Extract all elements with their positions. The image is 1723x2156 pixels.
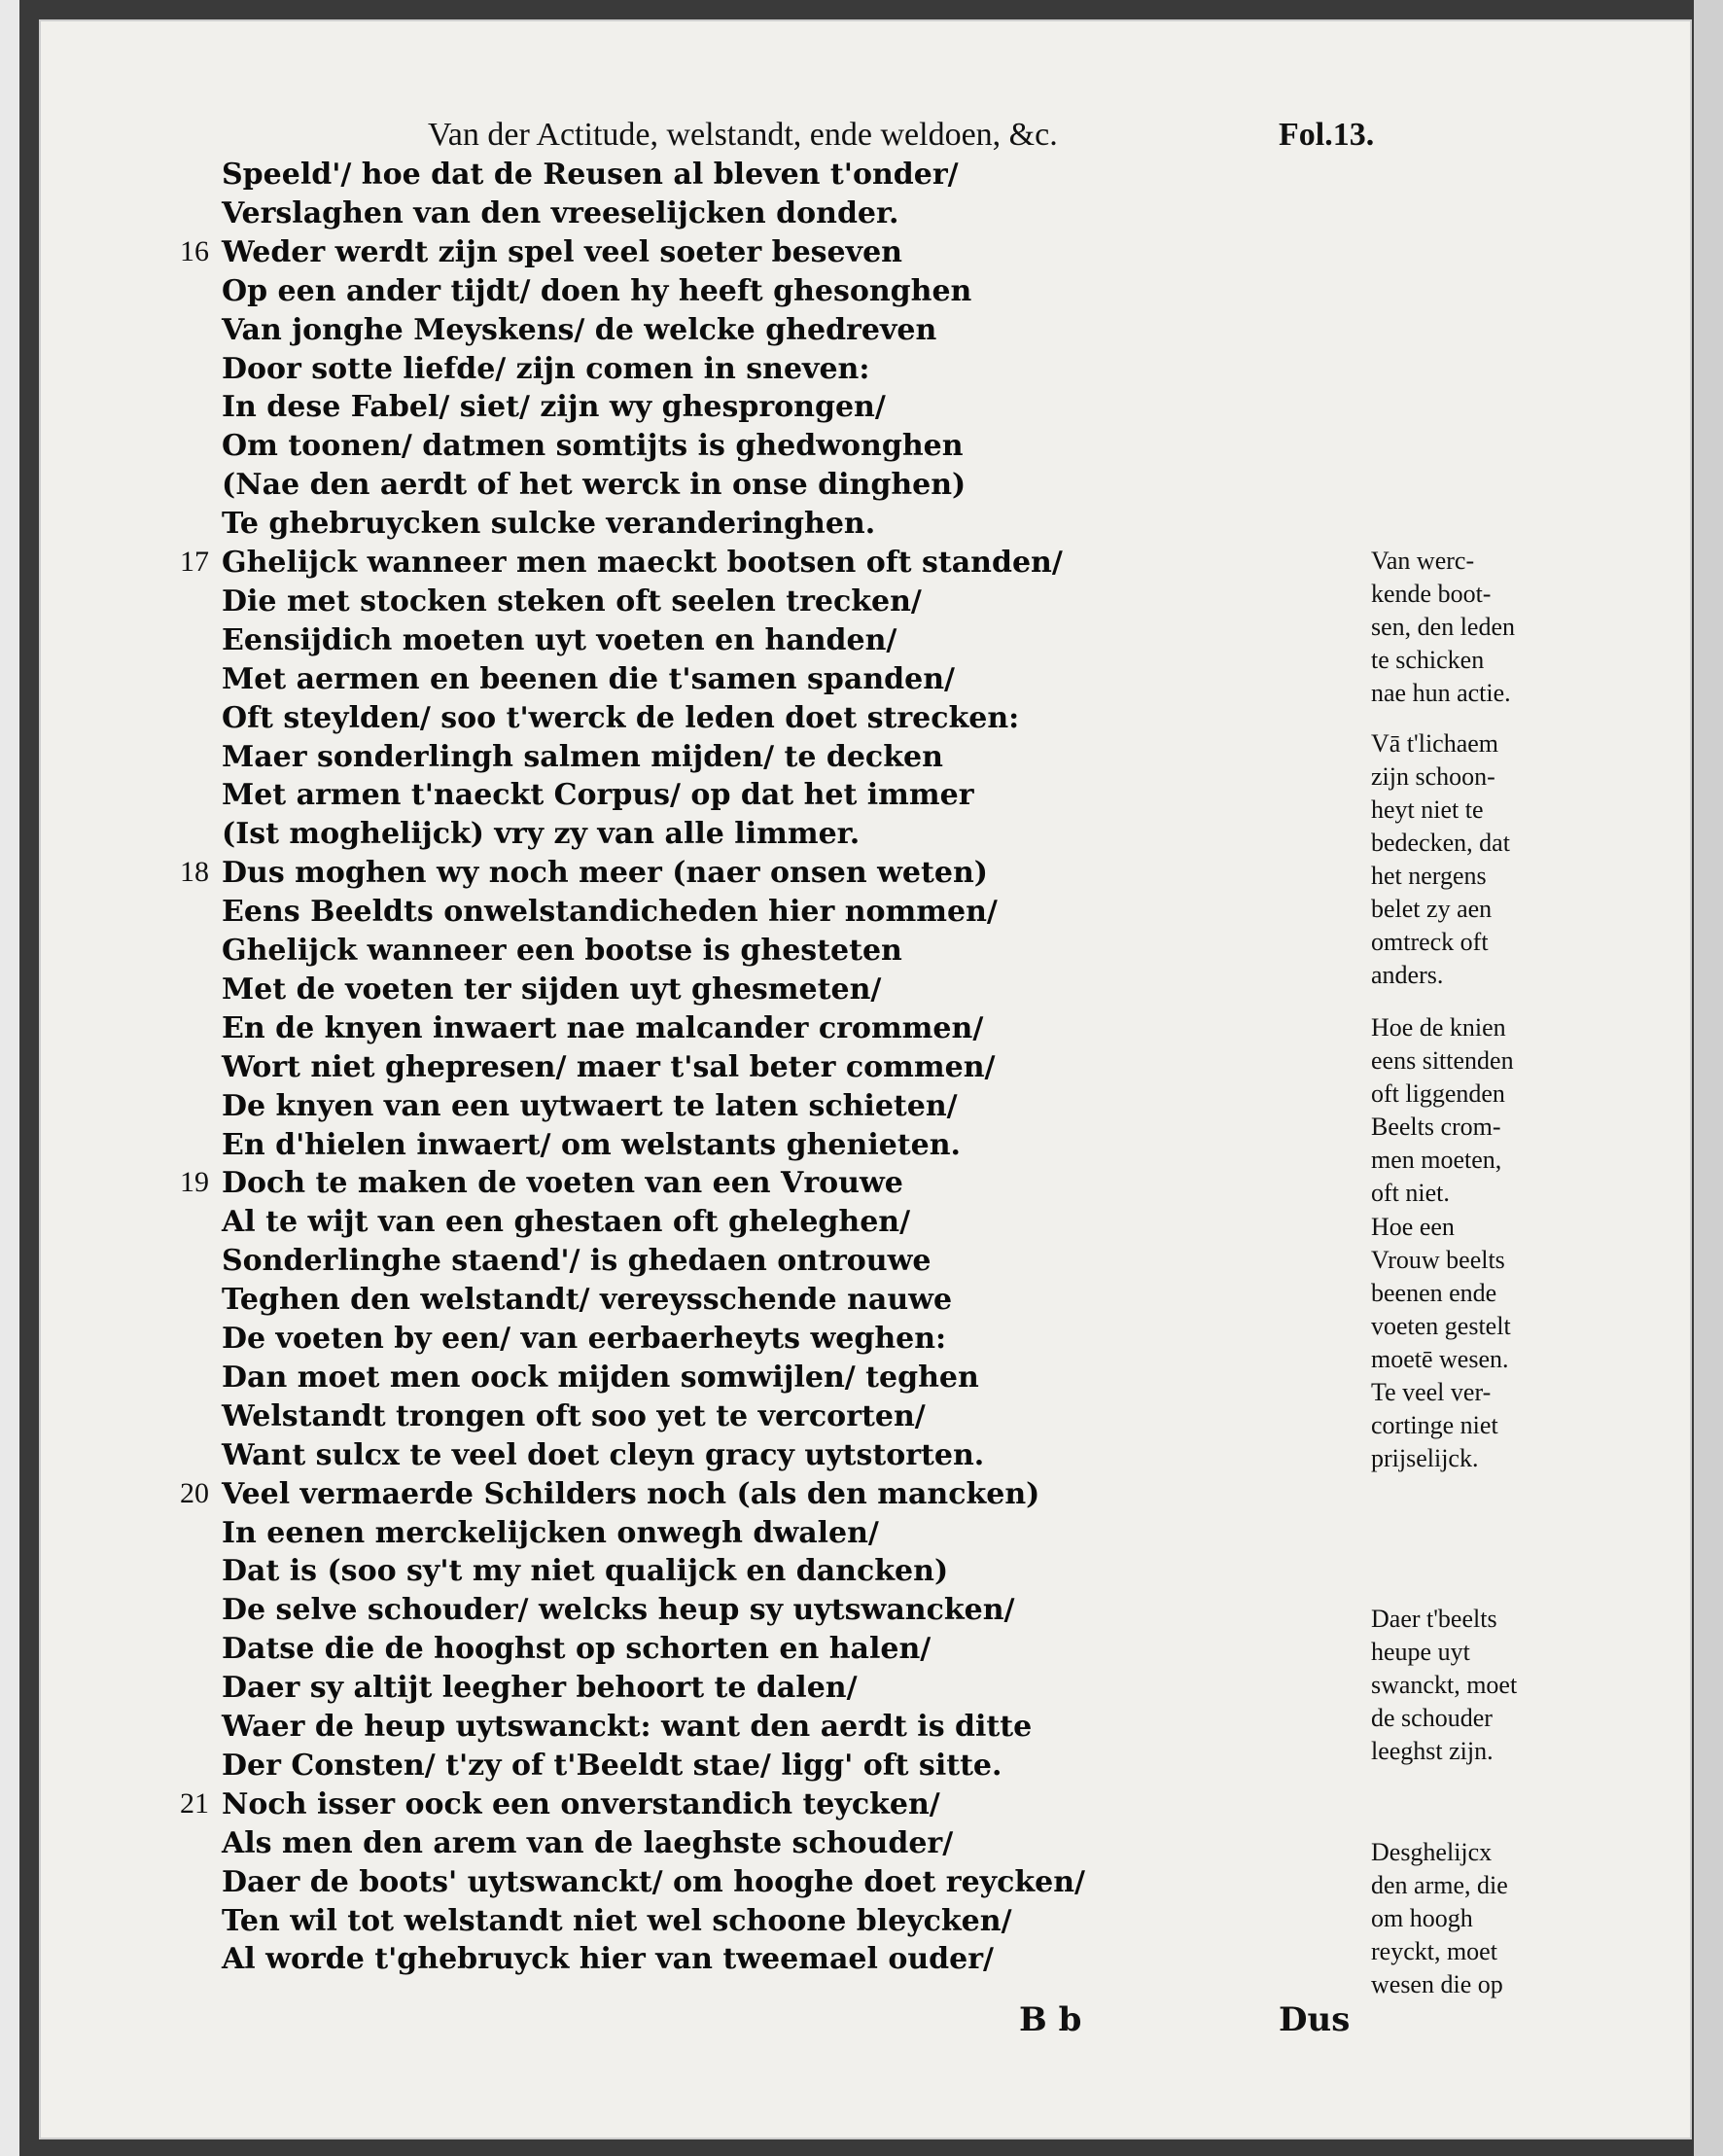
marginal-note-line: het nergens xyxy=(1371,862,1487,890)
marginal-note-line: heupe uyt xyxy=(1371,1638,1470,1666)
verse-line: Sonderlinghe staend'/ is ghedaen ontrouwe xyxy=(222,1244,932,1279)
marginal-note-line: sen, den leden xyxy=(1371,613,1516,641)
verse-line: In dese Fabel/ siet/ zijn wy ghesprongen/ xyxy=(222,390,886,425)
marginal-note-line: wesen die op xyxy=(1371,1970,1503,1998)
verse-line: Welstandt trongen oft soo yet te vercorten/ xyxy=(222,1398,926,1433)
verse-line: Eensijdich moeten uyt voeten en handen/ xyxy=(222,622,897,657)
verse-line: En d'hielen inwaert/ om welstants ghenieten. xyxy=(222,1127,962,1162)
folio-number: Fol.13. xyxy=(1279,117,1375,153)
marginal-note-line: kende boot- xyxy=(1371,580,1492,608)
marginal-note-line: Daer t'beelts xyxy=(1371,1605,1497,1633)
marginal-note-line: moetē wesen. xyxy=(1371,1345,1509,1373)
marginal-note-line: zijn schoon- xyxy=(1371,762,1495,791)
marginal-note-line: oft liggenden xyxy=(1371,1079,1505,1108)
verse-line: Ten wil tot welstandt niet wel schoone bleycken/ xyxy=(222,1903,1012,1938)
stanza-number: 20 xyxy=(180,1476,209,1509)
marginal-note-line: de schouder xyxy=(1371,1704,1493,1732)
marginal-note xyxy=(1371,1836,1575,2001)
verse-line: Eens Beeldts onwelstandicheden hier nommen/ xyxy=(222,895,998,930)
marginal-note-line: nae hun actie. xyxy=(1371,679,1511,707)
page-edge-right xyxy=(1694,0,1723,2156)
verse-line: Als men den arem van de laeghste schouder/ xyxy=(222,1825,954,1860)
marginal-note-line: eens sittenden xyxy=(1371,1046,1514,1075)
verse-line: (Nae den aerdt of het werck in onse dinghen) xyxy=(222,468,967,503)
verse-line: Want sulcx te veel doet cleyn gracy uytstorten. xyxy=(222,1437,985,1472)
verse-line: De selve schouder/ welcks heup sy uytswancken/ xyxy=(222,1593,1015,1628)
verse-line: Daer de boots' uytswanckt/ om hooghe doet reycken/ xyxy=(222,1864,1086,1899)
verse-line: Al te wijt van een ghestaen oft gheleghen/ xyxy=(222,1205,911,1240)
verse-line: Dat is (soo sy't my niet qualijck en dancken) xyxy=(222,1554,949,1589)
stanza-number: 21 xyxy=(180,1786,209,1820)
verse-line: Veel vermaerde Schilders noch (als den mancken) xyxy=(222,1476,1040,1511)
verse-line: Te ghebruycken sulcke veranderinghen. xyxy=(222,507,876,542)
verse-line: Der Consten/ t'zy of t'Beeldt stae/ ligg' oft sitte. xyxy=(222,1748,1002,1783)
marginal-note-line: cortinge niet xyxy=(1371,1411,1498,1439)
marginal-note-line: voeten gestelt xyxy=(1371,1312,1511,1340)
verse-line: Verslaghen van den vreeselijcken donder. xyxy=(222,195,899,230)
stanza-number: 16 xyxy=(180,234,209,267)
stanza-number: 17 xyxy=(180,546,209,578)
verse-line: Weder werdt zijn spel veel soeter beseven xyxy=(222,234,902,269)
marginal-note-line: Vā t'lichaem xyxy=(1371,729,1499,758)
verse-line: (Ist moghelijck) vry zy van alle limmer. xyxy=(222,817,861,852)
marginal-note-line: leeghst zijn. xyxy=(1371,1737,1494,1765)
marginal-note-line: om hoogh xyxy=(1371,1904,1473,1932)
verse-line: En de knyen inwaert nae malcander crommen/ xyxy=(222,1010,984,1045)
marginal-note-line: beenen ende xyxy=(1371,1279,1497,1307)
verse-line: Waer de heup uytswanckt: want den aerdt is ditte xyxy=(222,1710,1033,1744)
verse-line: Wort niet ghepresen/ maer t'sal beter commen/ xyxy=(222,1049,996,1084)
verse-line: Daer sy altijt leegher behoort te dalen/ xyxy=(222,1671,858,1706)
signature-mark: B b xyxy=(1019,2000,1082,2039)
marginal-note-line: Beelts crom- xyxy=(1371,1113,1501,1141)
verse-line: Met de voeten ter sijden uyt ghesmeten/ xyxy=(222,972,882,1007)
marginal-note-line: swanckt, moet xyxy=(1371,1671,1518,1699)
verse-line: Van jonghe Meyskens/ de welcke ghedreven xyxy=(222,312,937,347)
marginal-note-line: Van werc- xyxy=(1371,547,1475,575)
verse-line: Ghelijck wanneer een bootse is ghesteten xyxy=(222,934,902,968)
verse-line: Met aermen en beenen die t'samen spanden/ xyxy=(222,661,955,696)
verse-line: Met armen t'naeckt Corpus/ op dat het immer xyxy=(222,778,974,813)
marginal-note-line: Vrouw beelts xyxy=(1371,1246,1505,1274)
verse-line: Dus moghen wy noch meer (naer onsen weten) xyxy=(222,856,988,891)
verse-line: Doch te maken de voeten van een Vrouwe xyxy=(222,1166,903,1201)
page-edge-left xyxy=(0,0,19,2156)
catchword: Dus xyxy=(1279,2000,1351,2039)
marginal-note-line: omtreck oft xyxy=(1371,928,1489,956)
marginal-note xyxy=(1371,1603,1575,1768)
marginal-note xyxy=(1371,545,1575,710)
verse-line: Door sotte liefde/ zijn comen in sneven: xyxy=(222,351,870,386)
marginal-note-line: Hoe de knien xyxy=(1371,1013,1506,1042)
marginal-note-line: prijselijck. xyxy=(1371,1444,1479,1472)
stanza-number: 19 xyxy=(180,1166,209,1199)
verse-line: Om toonen/ datmen somtijts is ghedwonghen xyxy=(222,429,964,464)
marginal-note-line: Hoe een xyxy=(1371,1213,1455,1241)
marginal-note-line: heyt niet te xyxy=(1371,795,1484,824)
verse-line: Dan moet men oock mijden somwijlen/ teghen xyxy=(222,1360,979,1395)
verse-line: Datse die de hooghst op schorten en halen/ xyxy=(222,1632,932,1667)
marginal-note-line: anders. xyxy=(1371,961,1444,989)
marginal-note xyxy=(1371,1011,1575,1210)
marginal-note-line: Desghelijcx xyxy=(1371,1838,1493,1866)
running-header-title: Van der Actitude, welstandt, ende weldoen, &c. xyxy=(428,117,1058,153)
verse-line: Speeld'/ hoe dat de Reusen al bleven t'onder/ xyxy=(222,158,959,192)
verse-line: Oft steylden/ soo t'werck de leden doet strecken: xyxy=(222,700,1020,735)
verse-line: Ghelijck wanneer men maeckt bootsen oft standen/ xyxy=(222,546,1063,580)
marginal-note-line: belet zy aen xyxy=(1371,895,1493,923)
verse-line: Op een ander tijdt/ doen hy heeft ghesonghen xyxy=(222,273,972,308)
marginal-note-line: den arme, die xyxy=(1371,1871,1508,1899)
verse-line: Maer sonderlingh salmen mijden/ te decken xyxy=(222,739,943,774)
marginal-note-line: men moeten, xyxy=(1371,1146,1502,1174)
marginal-note xyxy=(1371,727,1575,992)
verse-line: Al worde t'ghebruyck hier van tweemael ouder/ xyxy=(222,1942,994,1977)
marginal-note xyxy=(1371,1376,1575,1475)
verse-line: Teghen den welstandt/ vereysschende nauwe xyxy=(222,1283,953,1318)
marginal-note-line: oft niet. xyxy=(1371,1179,1450,1207)
verse-line: De knyen van een uytwaert te laten schieten/ xyxy=(222,1088,958,1123)
verse-line: Die met stocken steken oft seelen trecken/ xyxy=(222,583,922,619)
verse-line: Noch isser oock een onverstandich teycken/ xyxy=(222,1786,940,1821)
stanza-number: 18 xyxy=(180,856,209,889)
marginal-note-line: Te veel ver- xyxy=(1371,1378,1492,1406)
verse-line: De voeten by een/ van eerbaerheyts weghen: xyxy=(222,1322,947,1356)
marginal-note xyxy=(1371,1211,1575,1376)
marginal-note-line: reyckt, moet xyxy=(1371,1937,1497,1965)
marginal-note-line: te schicken xyxy=(1371,646,1485,674)
marginal-note-line: bedecken, dat xyxy=(1371,829,1510,857)
verse-line: In eenen merckelijcken onwegh dwalen/ xyxy=(222,1515,879,1550)
